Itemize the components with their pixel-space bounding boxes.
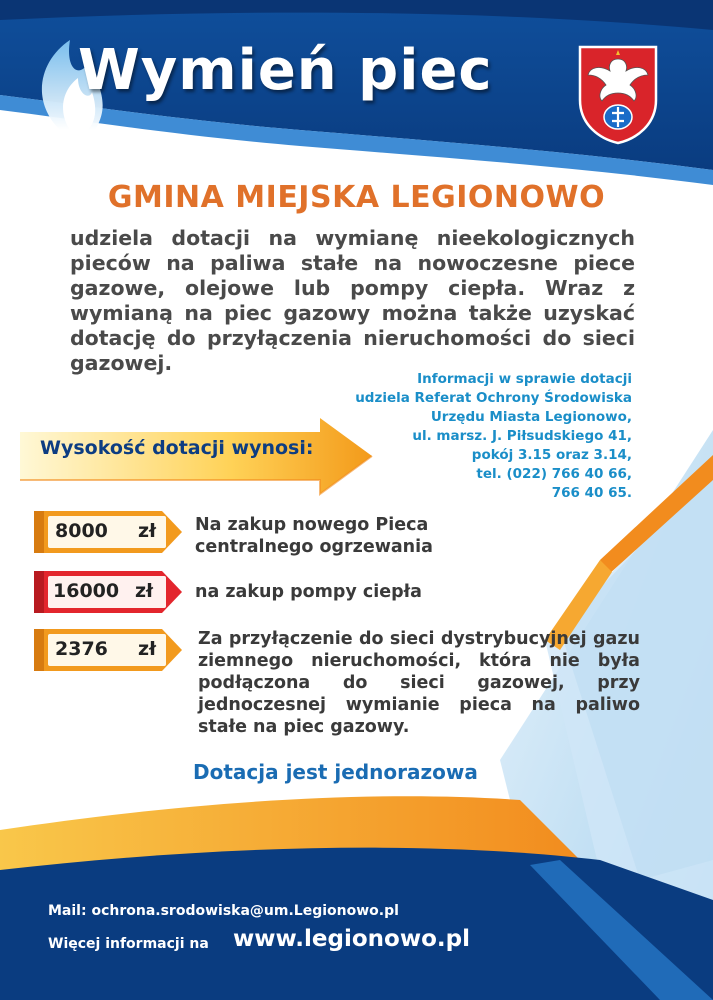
- subsidy-description: Za przyłączenie do sieci dystrybucyjnej gazu ziemnego nieruchomości, która nie była podłączona do sieci gazowej, przy jednoczesnej wymianie pieca na paliwo stałe na piec gazowy.: [198, 629, 640, 737]
- website-link[interactable]: www.legionowo.pl: [233, 926, 470, 952]
- subsidy-currency: zł: [135, 580, 154, 602]
- info-line: Informacji w sprawie dotacji: [417, 371, 632, 387]
- info-line: udziela Referat Ochrony Środowiska: [355, 390, 632, 406]
- info-line: Urzędu Miasta Legionowo,: [430, 409, 632, 425]
- subsidy-description-line: centralnego ogrzewania: [195, 537, 433, 557]
- info-line: pokój 3.15 oraz 3.14,: [471, 447, 632, 463]
- subsidy-description-line: na zakup pompy ciepła: [195, 582, 422, 602]
- subsidy-currency: zł: [138, 520, 157, 542]
- municipality-heading: GMINA MIEJSKA LEGIONOWO: [107, 180, 606, 215]
- more-info-label: Więcej informacji na: [48, 936, 209, 952]
- contact-info: [330, 370, 632, 503]
- info-line: ul. marsz. J. Piłsudskiego 41,: [412, 428, 632, 444]
- subsidy-currency: zł: [138, 638, 157, 660]
- city-coat-of-arms-icon: [578, 45, 658, 145]
- subsidy-amount: 2376: [55, 638, 108, 660]
- intro-paragraph: udziela dotacji na wymianę nieekologicznych pieców na paliwa stałe na nowoczesne piece gazowe, olejowe lub pompy ciepła. Wraz z wymianą na piec gazowy można także uzyskać dotację do przyłączenia nieruchomości do sieci gazowej.: [70, 226, 635, 375]
- subsidy-description-line: Na zakup nowego Pieca: [195, 515, 429, 535]
- info-line: 766 40 65.: [551, 485, 632, 501]
- info-line: tel. (022) 766 40 66,: [476, 466, 632, 482]
- contact-email[interactable]: Mail: ochrona.srodowiska@um.Legionowo.pl: [48, 903, 399, 919]
- amount-label: Wysokość dotacji wynosi:: [40, 437, 314, 459]
- subsidy-description: [195, 514, 433, 558]
- poster-title: Wymień piec: [78, 38, 493, 103]
- subsidy-amount: 16000: [53, 580, 120, 602]
- subsidy-description: [195, 581, 422, 603]
- one-time-note: Dotacja jest jednorazowa: [193, 760, 478, 784]
- subsidy-amount: 8000: [55, 520, 108, 542]
